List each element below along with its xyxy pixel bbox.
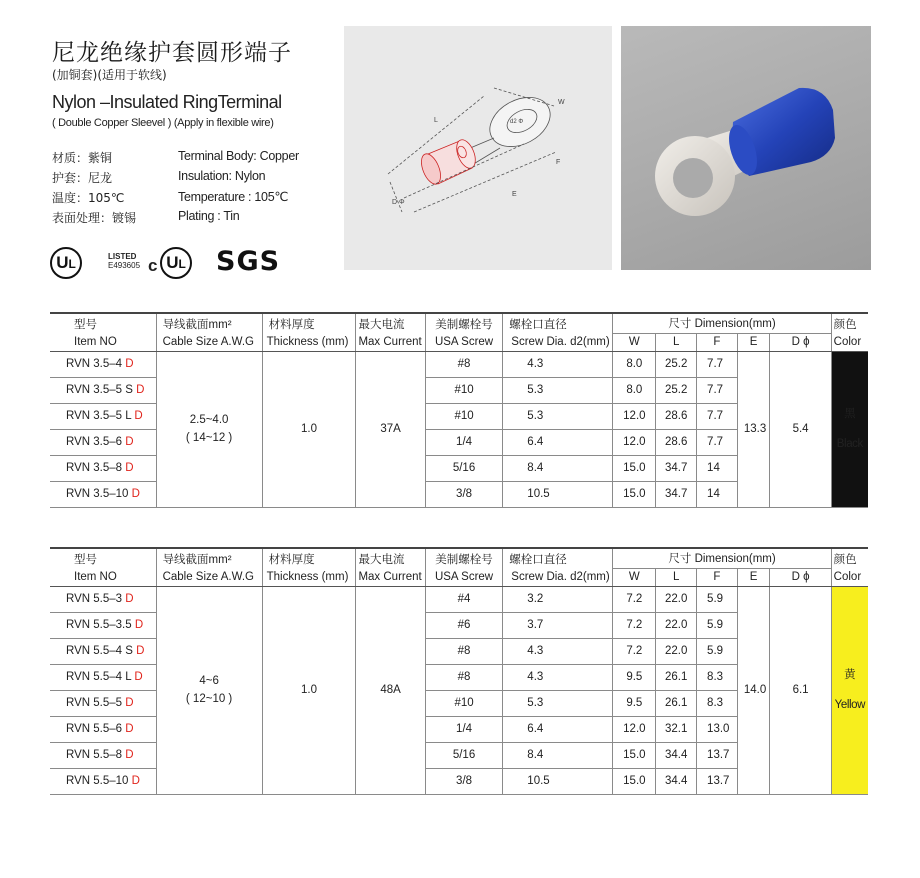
item-suffix: D bbox=[125, 749, 134, 761]
usa-screw-cell: #6 bbox=[425, 612, 503, 638]
dim-l-cell: 22.0 bbox=[656, 638, 697, 664]
ul-logo: UL bbox=[50, 247, 82, 279]
item-suffix: D bbox=[134, 619, 144, 631]
page-title-cn: 尼龙绝缘护套圆形端子 bbox=[52, 40, 292, 66]
ul-listed-label: LISTED E493605 bbox=[108, 252, 141, 270]
dim-l-cell: 22.0 bbox=[656, 586, 697, 612]
color-en: Black bbox=[836, 438, 863, 450]
ring-terminal-image bbox=[621, 26, 871, 270]
item-model-cell bbox=[50, 612, 156, 638]
usa-screw-cell: 1/4 bbox=[425, 429, 503, 455]
dim-w-cell: 9.5 bbox=[613, 664, 656, 690]
sgs-logo: SGS bbox=[216, 246, 281, 277]
header-l: L bbox=[656, 568, 697, 586]
item-suffix: D bbox=[134, 410, 143, 422]
header-color-en: Color bbox=[831, 333, 868, 351]
table-header-row-en bbox=[50, 568, 868, 586]
header-cable-en: Cable Size A.W.G bbox=[156, 568, 262, 586]
header-w: W bbox=[613, 333, 656, 351]
color-en: Yellow bbox=[834, 699, 866, 711]
item-suffix: D bbox=[125, 697, 134, 709]
dim-w-cell: 15.0 bbox=[613, 455, 656, 481]
item-model-cell bbox=[50, 768, 156, 794]
cable-size-cell bbox=[156, 586, 262, 794]
item-suffix: D bbox=[131, 775, 140, 787]
item-model: RVN 5.5–3 bbox=[66, 593, 126, 605]
technical-drawing bbox=[344, 26, 612, 270]
dim-f-cell: 8.3 bbox=[697, 664, 738, 690]
item-model: RVN 3.5–10 bbox=[66, 488, 132, 500]
cable-awg: ( 12~10 ) bbox=[185, 693, 233, 705]
item-model: RVN 5.5–3.5 bbox=[66, 619, 135, 631]
header-dimension: 尺寸 Dimension(mm) bbox=[613, 313, 831, 333]
drawing-label-f: F bbox=[556, 159, 561, 166]
header-dimension: 尺寸 Dimension(mm) bbox=[613, 548, 831, 568]
item-model-cell bbox=[50, 377, 156, 403]
color-cell bbox=[831, 586, 868, 794]
dim-l-cell: 25.2 bbox=[656, 377, 697, 403]
header-current-en: Max Current bbox=[356, 333, 425, 351]
item-suffix: D bbox=[134, 671, 143, 683]
screw-dia-cell: 8.4 bbox=[503, 455, 613, 481]
dim-w-cell: 12.0 bbox=[613, 429, 656, 455]
item-model-cell bbox=[50, 742, 156, 768]
cable-size: 2.5~4.0 bbox=[189, 414, 229, 426]
item-model: RVN 3.5–6 bbox=[66, 436, 126, 448]
header-thick-en: Thickness (mm) bbox=[262, 568, 356, 586]
item-suffix: D bbox=[125, 593, 134, 605]
item-model: RVN 5.5–4 L bbox=[66, 671, 135, 683]
cul-logo: UL bbox=[160, 247, 192, 279]
terminal-drawing-svg bbox=[344, 26, 612, 270]
dim-f-cell: 7.7 bbox=[697, 403, 738, 429]
item-model: RVN 5.5–5 bbox=[66, 697, 126, 709]
header-color-cn: 颜色 bbox=[831, 313, 868, 333]
item-model-cell bbox=[50, 481, 156, 507]
item-model: RVN 3.5–8 bbox=[66, 462, 126, 474]
screw-dia-cell: 6.4 bbox=[503, 429, 613, 455]
header-d: D ϕ bbox=[770, 568, 831, 586]
dim-f-cell: 7.7 bbox=[697, 377, 738, 403]
dim-l-cell: 32.1 bbox=[656, 716, 697, 742]
header-dia-cn: 螺栓口直径 bbox=[503, 313, 613, 333]
header-d: D ϕ bbox=[770, 333, 831, 351]
dim-e-cell: 14.0 bbox=[737, 586, 770, 794]
screw-dia-cell: 6.4 bbox=[503, 716, 613, 742]
dim-w-cell: 15.0 bbox=[613, 742, 656, 768]
item-suffix: D bbox=[136, 384, 145, 396]
spec-label-cn: 材质：紫铜 bbox=[52, 151, 113, 165]
table-header-row-en bbox=[50, 333, 868, 351]
spec-label-cn: 表面处理：镀锡 bbox=[52, 211, 137, 225]
header-dia-en: Screw Dia. d2(mm) bbox=[503, 568, 613, 586]
usa-screw-cell: 3/8 bbox=[425, 481, 503, 507]
header-current-cn: 最大电流 bbox=[356, 313, 425, 333]
header-screw-cn: 美制螺栓号 bbox=[425, 548, 503, 568]
usa-screw-cell: #8 bbox=[425, 351, 503, 377]
header-e: E bbox=[737, 333, 770, 351]
table-header-row bbox=[50, 313, 868, 333]
usa-screw-cell: #10 bbox=[425, 690, 503, 716]
dim-w-cell: 8.0 bbox=[613, 377, 656, 403]
dim-l-cell: 34.4 bbox=[656, 768, 697, 794]
dim-l-cell: 25.2 bbox=[656, 351, 697, 377]
page-subtitle-cn: (加铜套)(适用于软线) bbox=[52, 68, 167, 82]
header-dia-en: Screw Dia. d2(mm) bbox=[503, 333, 613, 351]
item-suffix: D bbox=[125, 436, 134, 448]
table-row bbox=[50, 586, 868, 612]
header-cable-cn: 导线截面mm² bbox=[156, 313, 262, 333]
header-model-en: Item NO bbox=[50, 333, 156, 351]
item-suffix: D bbox=[136, 645, 145, 657]
header-screw-cn: 美制螺栓号 bbox=[425, 313, 503, 333]
drawing-label-d2: d2 Φ bbox=[510, 119, 524, 125]
dim-l-cell: 26.1 bbox=[656, 664, 697, 690]
dim-w-cell: 9.5 bbox=[613, 690, 656, 716]
item-model-cell bbox=[50, 664, 156, 690]
item-suffix: D bbox=[125, 723, 134, 735]
dim-w-cell: 12.0 bbox=[613, 403, 656, 429]
item-model-cell bbox=[50, 429, 156, 455]
header-cable-en: Cable Size A.W.G bbox=[156, 333, 262, 351]
page-title-en: Nylon –Insulated RingTerminal bbox=[52, 92, 282, 112]
header-model-cn: 型号 bbox=[50, 313, 156, 333]
spec-label-en: Plating : Tin bbox=[178, 209, 240, 223]
color-cn: 黄 bbox=[844, 669, 856, 681]
dim-w-cell: 7.2 bbox=[613, 638, 656, 664]
usa-screw-cell: #8 bbox=[425, 638, 503, 664]
dim-f-cell: 5.9 bbox=[697, 638, 738, 664]
header-f: F bbox=[697, 568, 738, 586]
drawing-label-w: W bbox=[558, 99, 565, 106]
screw-dia-cell: 5.3 bbox=[503, 377, 613, 403]
header-f: F bbox=[697, 333, 738, 351]
table-header-row bbox=[50, 548, 868, 568]
item-suffix: D bbox=[131, 488, 140, 500]
screw-dia-cell: 10.5 bbox=[503, 481, 613, 507]
screw-dia-cell: 8.4 bbox=[503, 742, 613, 768]
item-model-cell bbox=[50, 351, 156, 377]
header-thick-cn: 材料厚度 bbox=[262, 548, 356, 568]
usa-screw-cell: #4 bbox=[425, 586, 503, 612]
cable-awg: ( 14~12 ) bbox=[185, 432, 233, 444]
dim-f-cell: 7.7 bbox=[697, 351, 738, 377]
dim-w-cell: 7.2 bbox=[613, 612, 656, 638]
product-photo bbox=[621, 26, 871, 270]
max-current-cell: 48A bbox=[356, 586, 425, 794]
drawing-label-d: D Φ bbox=[392, 199, 405, 206]
spec-label-en: Temperature : 105℃ bbox=[178, 190, 289, 204]
usa-screw-cell: 5/16 bbox=[425, 455, 503, 481]
dim-l-cell: 28.6 bbox=[656, 403, 697, 429]
header-thick-cn: 材料厚度 bbox=[262, 313, 356, 333]
dim-f-cell: 13.7 bbox=[697, 742, 738, 768]
dim-w-cell: 12.0 bbox=[613, 716, 656, 742]
spec-label-cn: 温度：105℃ bbox=[52, 191, 125, 205]
thickness-cell: 1.0 bbox=[262, 586, 356, 794]
dim-f-cell: 5.9 bbox=[697, 612, 738, 638]
item-model-cell bbox=[50, 716, 156, 742]
dim-w-cell: 8.0 bbox=[613, 351, 656, 377]
certification-logos bbox=[50, 246, 280, 280]
header-screw-en: USA Screw bbox=[425, 568, 503, 586]
screw-dia-cell: 5.3 bbox=[503, 403, 613, 429]
drawing-label-l: L bbox=[434, 117, 438, 124]
dim-l-cell: 22.0 bbox=[656, 612, 697, 638]
screw-dia-cell: 3.2 bbox=[503, 586, 613, 612]
dim-f-cell: 14 bbox=[697, 455, 738, 481]
header-current-en: Max Current bbox=[356, 568, 425, 586]
item-model-cell bbox=[50, 638, 156, 664]
dim-w-cell: 7.2 bbox=[613, 586, 656, 612]
dim-l-cell: 28.6 bbox=[656, 429, 697, 455]
item-model-cell bbox=[50, 403, 156, 429]
max-current-cell: 37A bbox=[356, 351, 425, 507]
item-suffix: D bbox=[125, 358, 134, 370]
header-l: L bbox=[656, 333, 697, 351]
dim-w-cell: 15.0 bbox=[613, 481, 656, 507]
header-w: W bbox=[613, 568, 656, 586]
item-model: RVN 5.5–6 bbox=[66, 723, 126, 735]
item-model: RVN 3.5–4 bbox=[66, 358, 126, 370]
dim-e-cell: 13.3 bbox=[737, 351, 770, 507]
cable-size: 4~6 bbox=[199, 675, 219, 687]
screw-dia-cell: 4.3 bbox=[503, 664, 613, 690]
dim-w-cell: 15.0 bbox=[613, 768, 656, 794]
screw-dia-cell: 4.3 bbox=[503, 638, 613, 664]
header-color-cn: 颜色 bbox=[831, 548, 868, 568]
spec-table-5-5 bbox=[50, 547, 868, 795]
header-e: E bbox=[737, 568, 770, 586]
usa-screw-cell: 3/8 bbox=[425, 768, 503, 794]
cul-prefix: c bbox=[148, 256, 158, 275]
color-cn: 黑 bbox=[844, 408, 856, 420]
page-subtitle-en: ( Double Copper Sleevel ) (Apply in flexible wire) bbox=[52, 117, 274, 129]
color-cell bbox=[831, 351, 868, 507]
header-color-en: Color bbox=[831, 568, 868, 586]
screw-dia-cell: 3.7 bbox=[503, 612, 613, 638]
dim-f-cell: 14 bbox=[697, 481, 738, 507]
dim-f-cell: 7.7 bbox=[697, 429, 738, 455]
item-model-cell bbox=[50, 586, 156, 612]
dim-f-cell: 8.3 bbox=[697, 690, 738, 716]
header-thick-en: Thickness (mm) bbox=[262, 333, 356, 351]
header-current-cn: 最大电流 bbox=[356, 548, 425, 568]
spec-table-3-5 bbox=[50, 312, 868, 508]
spec-label-cn: 护套：尼龙 bbox=[52, 171, 113, 185]
dim-l-cell: 34.7 bbox=[656, 455, 697, 481]
dim-d-cell: 6.1 bbox=[770, 586, 831, 794]
screw-dia-cell: 10.5 bbox=[503, 768, 613, 794]
usa-screw-cell: 1/4 bbox=[425, 716, 503, 742]
header-model-cn: 型号 bbox=[50, 548, 156, 568]
dim-l-cell: 26.1 bbox=[656, 690, 697, 716]
item-model-cell bbox=[50, 455, 156, 481]
item-model: RVN 5.5–8 bbox=[66, 749, 126, 761]
dim-l-cell: 34.4 bbox=[656, 742, 697, 768]
usa-screw-cell: #10 bbox=[425, 403, 503, 429]
dim-f-cell: 13.7 bbox=[697, 768, 738, 794]
screw-dia-cell: 4.3 bbox=[503, 351, 613, 377]
spec-label-en: Insulation: Nylon bbox=[178, 169, 266, 183]
item-model: RVN 5.5–4 S bbox=[66, 645, 137, 657]
usa-screw-cell: 5/16 bbox=[425, 742, 503, 768]
table-row bbox=[50, 351, 868, 377]
header-cable-cn: 导线截面mm² bbox=[156, 548, 262, 568]
header-dia-cn: 螺栓口直径 bbox=[503, 548, 613, 568]
usa-screw-cell: #10 bbox=[425, 377, 503, 403]
dim-l-cell: 34.7 bbox=[656, 481, 697, 507]
item-model: RVN 3.5–5 S bbox=[66, 384, 137, 396]
header-model-en: Item NO bbox=[50, 568, 156, 586]
dim-f-cell: 5.9 bbox=[697, 586, 738, 612]
item-model-cell bbox=[50, 690, 156, 716]
item-suffix: D bbox=[125, 462, 134, 474]
cable-size-cell bbox=[156, 351, 262, 507]
item-model: RVN 5.5–10 bbox=[66, 775, 132, 787]
screw-dia-cell: 5.3 bbox=[503, 690, 613, 716]
thickness-cell: 1.0 bbox=[262, 351, 356, 507]
dim-d-cell: 5.4 bbox=[770, 351, 831, 507]
usa-screw-cell: #8 bbox=[425, 664, 503, 690]
drawing-label-e: E bbox=[512, 191, 517, 198]
spec-label-en: Terminal Body: Copper bbox=[178, 149, 299, 163]
header-screw-en: USA Screw bbox=[425, 333, 503, 351]
item-model: RVN 3.5–5 L bbox=[66, 410, 135, 422]
dim-f-cell: 13.0 bbox=[697, 716, 738, 742]
